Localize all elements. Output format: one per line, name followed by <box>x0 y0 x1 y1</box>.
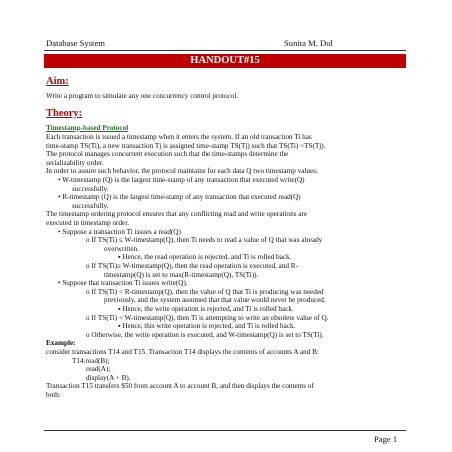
body-line: both: <box>46 391 61 399</box>
aim-heading: Aim: <box>46 76 69 87</box>
sub-bullet-line: o If TS(Ti) ≤ W-timestamp(Q), then Ti needs to read a value of Q that was already <box>86 236 323 245</box>
aim-text: Write a program to simulate any one concurrency control protocol. <box>46 92 239 100</box>
header-author: Sunita M. Dol <box>284 38 333 48</box>
sub-bullet-continuation: previously, and the system assumed that that value would never be produced. <box>104 296 326 305</box>
body-line: serializability order. <box>46 158 104 167</box>
body-line: In order to assure such behavior, the protocol maintains for each data Q two timestamp values: <box>46 167 318 176</box>
body-line: Each transaction is issued a timestamp when it enters the system. If an old transaction Ti has <box>46 133 312 141</box>
sub-bullet-line: o If TS(Ti) < W-timestamp(Q), then Ti is attempting to write an obsolete value of Q. <box>86 313 329 322</box>
code-line: T14:read(B); <box>72 356 110 365</box>
body-line: The protocol manages concurrent execution such that the time-stamps determine the <box>46 150 289 159</box>
body-line: executed in timestamp order. <box>46 219 130 227</box>
theory-subheading: Timestamp-based Protocol <box>46 124 129 132</box>
sub-bullet-line: o If TS(Ti) < R-timestamp(Q), then the value of Q that Ti is producing was needed <box>86 287 324 296</box>
sub-bullet-line: o If TS(Ti)≥ W-timestamp(Q), then the read operation is executed, and R- <box>86 262 298 270</box>
page-number: Page 1 <box>374 434 398 444</box>
sub-bullet-continuation: overwritten. <box>104 244 139 253</box>
footer-divider <box>44 430 406 431</box>
header-divider <box>44 50 406 51</box>
body-line: Transaction T15 transfers $50 from account A to account B, and then displays the contents of <box>46 382 314 391</box>
body-line: time-stamp TS(Ti), a new transaction Tj is assigned time-stamp TS(Tj) such that TS(Ti) <TS(Tj). <box>46 141 326 150</box>
sub-sub-bullet-line: ▪ Hence, the read operation is rejected, and Ti is rolled back. <box>118 253 292 262</box>
code-line: read(A); <box>86 365 111 374</box>
handout-banner: HANDOUT#15 <box>44 54 406 68</box>
theory-heading: Theory: <box>46 108 83 119</box>
bullet-continuation: successfully. <box>72 201 109 210</box>
bullet-line: • Suppose a transaction Ti issues a read(Q) <box>58 227 181 236</box>
sub-bullet-continuation: timestamp(Q) is set to max(R-timestamp(Q), TS(Ti)). <box>104 270 259 279</box>
bullet-line: • Suppose that transaction Ti issues write(Q). <box>58 279 188 288</box>
example-label: Example: <box>46 339 76 348</box>
sub-sub-bullet-line: ▪ Hence, this write operation is rejected, and Ti is rolled back. <box>118 322 296 331</box>
sub-sub-bullet-line: ▪ Hence, the write operation is rejected, and Ti is rolled back. <box>118 305 294 313</box>
bullet-continuation: successfully. <box>72 184 109 193</box>
body-line: consider transactions T14 and T15. Transaction T14 displays the contents of accounts A and B: <box>46 348 319 356</box>
body-line: The timestamp ordering protocol ensures that any conflicting read and write operations are <box>46 210 308 219</box>
sub-bullet-line: o Otherwise, the write operation is executed, and W-timestamp(Q) is set to TS(Ti). <box>86 330 324 339</box>
header-course: Database System <box>46 38 105 48</box>
bullet-line: • R-timestamp (Q) is the largest time-stamp of any transaction that executed read(Q) <box>58 193 301 202</box>
bullet-line: • W-timestamp (Q) is the largest time-stamp of any transaction that executed write(Q) <box>58 176 305 184</box>
code-line: display(A + B). <box>86 373 131 382</box>
